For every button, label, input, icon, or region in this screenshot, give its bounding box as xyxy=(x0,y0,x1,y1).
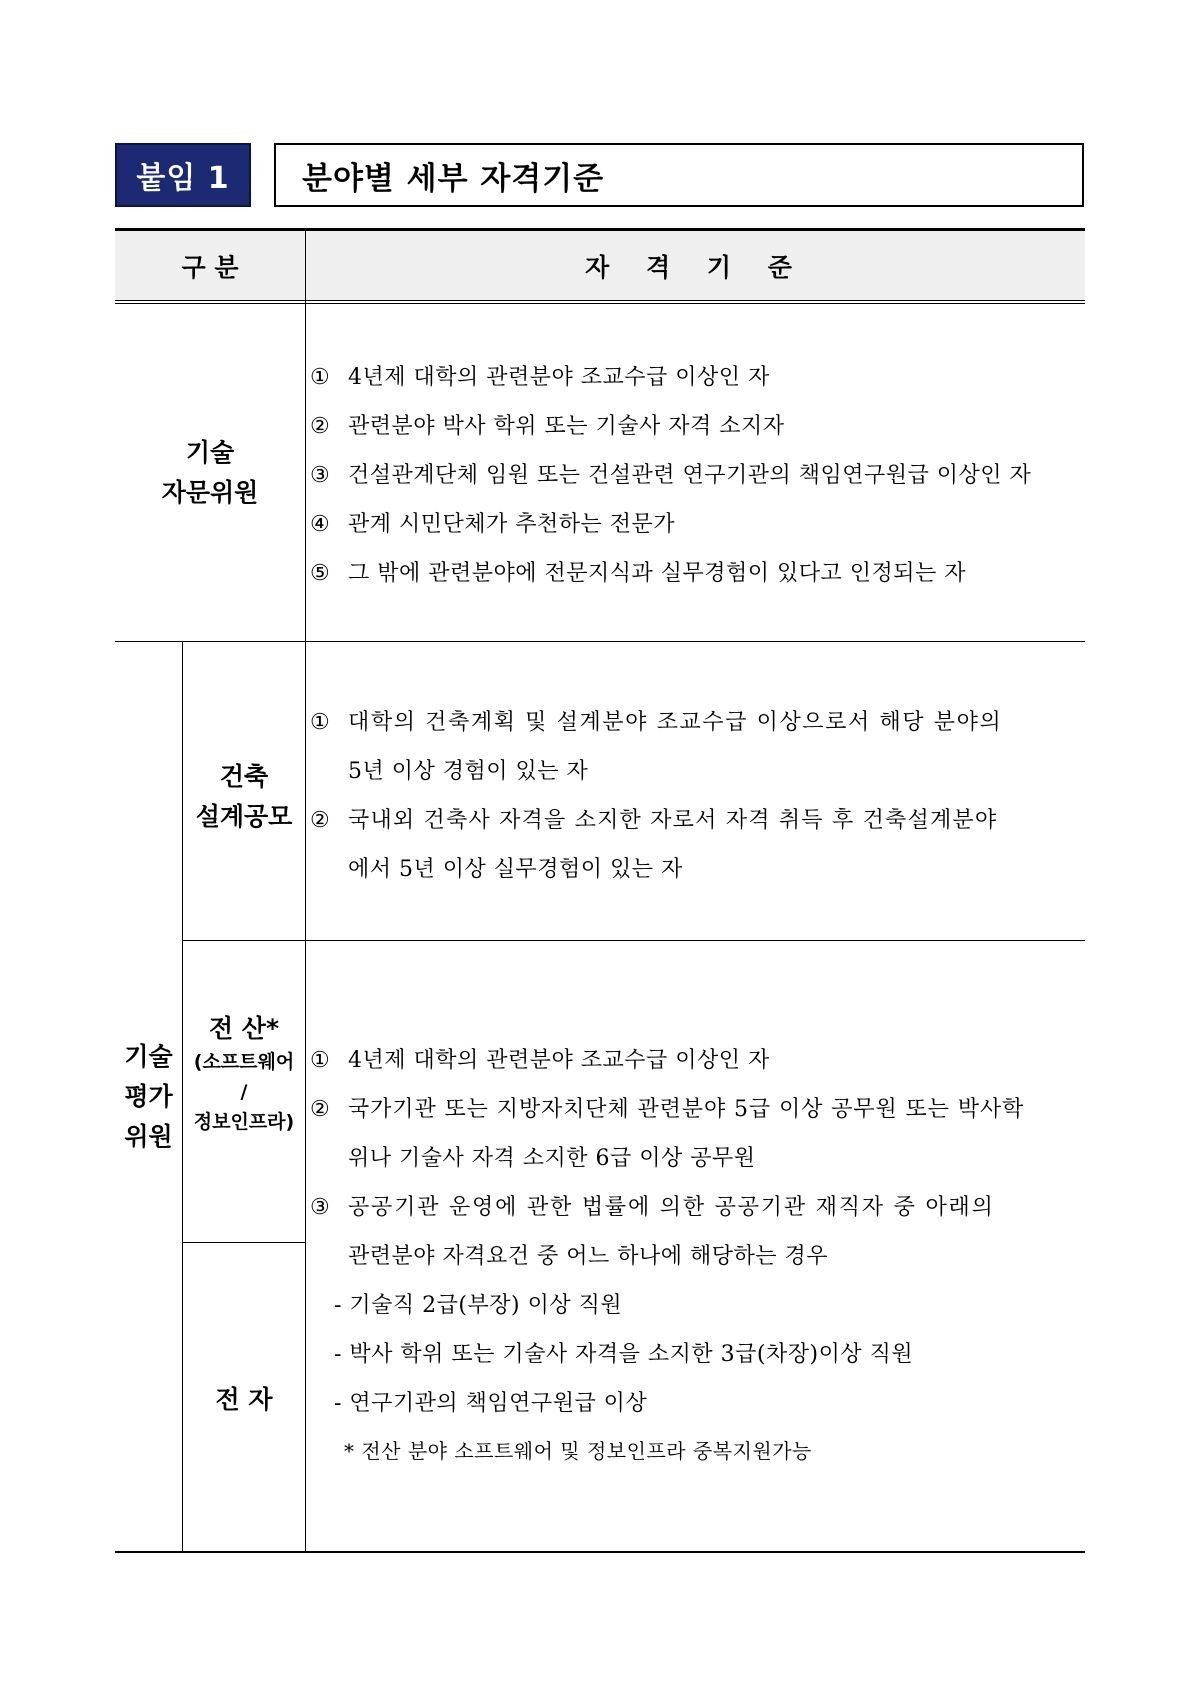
architecture-category xyxy=(183,752,305,842)
list-item xyxy=(310,458,1031,489)
header-criteria xyxy=(306,230,1085,301)
row-divider-computing xyxy=(182,1242,306,1243)
item-number: ③ xyxy=(310,1195,331,1220)
item-text: 관계 시민단체가 추천하는 전문가 xyxy=(348,512,676,537)
electronics-label: 전 자 xyxy=(215,1385,273,1414)
computing-label-line1: 전 산* xyxy=(208,1014,280,1043)
computing-label-line2: (소프트웨어 xyxy=(193,1051,295,1073)
evaluation-label-line1: 기술 xyxy=(124,1042,173,1071)
header-category-label: 구 분 xyxy=(181,252,239,282)
advisory-label-line1: 기술 xyxy=(185,437,235,467)
row-divider-advisory xyxy=(115,641,1085,642)
item-text: 관련분야 박사 학위 또는 기술사 자격 소지자 xyxy=(348,414,785,439)
item-number: ② xyxy=(310,1097,331,1122)
sub-list-item: - 기술직 2급(부장) 이상 직원 xyxy=(334,1293,623,1318)
list-item xyxy=(310,1043,770,1074)
list-item xyxy=(310,1092,1024,1123)
list-item xyxy=(310,409,785,440)
item-text: 4년제 대학의 관련분야 조교수급 이상인 자 xyxy=(348,1048,770,1073)
item-number: ② xyxy=(310,808,331,833)
evaluation-label-line2: 평가 xyxy=(124,1082,173,1111)
item-number: ① xyxy=(310,365,331,390)
list-item-continuation: 관련분야 자격요건 중 어느 하나에 해당하는 경우 xyxy=(348,1244,829,1269)
advisory-label-line2: 자문위원 xyxy=(161,477,259,507)
electronics-category xyxy=(183,1375,305,1425)
item-number: ⑤ xyxy=(310,561,331,586)
item-number: ② xyxy=(310,414,331,439)
header-category xyxy=(115,230,305,301)
architecture-label-line2: 설계공모 xyxy=(195,802,293,831)
item-text: 대학의 건축계획 및 설계분야 조교수급 이상으로서 해당 분야의 xyxy=(348,710,1003,735)
sub-list-item: - 박사 학위 또는 기술사 자격을 소지한 3급(차장)이상 직원 xyxy=(334,1342,914,1367)
computing-label-line4: 정보인프라) xyxy=(193,1111,295,1133)
advisory-category xyxy=(115,304,305,641)
attachment-badge xyxy=(115,143,251,207)
attachment-badge-label: 붙임 1 xyxy=(136,161,230,196)
list-item-continuation: 5년 이상 경험이 있는 자 xyxy=(348,759,589,784)
list-item-continuation: 에서 5년 이상 실무경험이 있는 자 xyxy=(348,857,683,882)
list-item xyxy=(310,507,675,538)
item-text: 그 밖에 관련분야에 전문지식과 실무경험이 있다고 인정되는 자 xyxy=(348,561,967,586)
row-divider-architecture xyxy=(182,940,1085,941)
list-item xyxy=(310,803,997,834)
evaluation-category xyxy=(115,1022,182,1172)
footnote: * 전산 분야 소프트웨어 및 정보인프라 중복지원가능 xyxy=(344,1439,812,1463)
computing-label-line3: / xyxy=(240,1081,248,1103)
item-text: 건설관계단체 임원 또는 건설관련 연구기관의 책임연구원급 이상인 자 xyxy=(348,463,1032,488)
evaluation-label-line3: 위원 xyxy=(124,1122,173,1151)
item-number: ④ xyxy=(310,512,331,537)
table-bottom-border xyxy=(115,1551,1085,1553)
item-number: ③ xyxy=(310,463,331,488)
list-item xyxy=(310,705,1002,736)
item-number: ① xyxy=(310,1048,331,1073)
architecture-label-line1: 건축 xyxy=(219,762,269,791)
list-item xyxy=(310,1190,995,1221)
list-item-continuation: 위나 기술사 자격 소지한 6급 이상 공무원 xyxy=(348,1146,756,1171)
header-criteria-label: 자 격 기 준 xyxy=(585,252,806,282)
item-text: 공공기관 운영에 관한 법률에 의한 공공기관 재직자 중 아래의 xyxy=(348,1195,995,1220)
sub-list-item: - 연구기관의 책임연구원급 이상 xyxy=(334,1391,648,1416)
page-title: 분야별 세부 자격기준 xyxy=(302,160,605,197)
computing-category xyxy=(183,1004,305,1144)
title-box xyxy=(274,143,1084,207)
item-number: ① xyxy=(310,710,331,735)
item-text: 국가기관 또는 지방자치단체 관련분야 5급 이상 공무원 또는 박사학 xyxy=(348,1097,1025,1122)
list-item xyxy=(310,556,966,587)
list-item xyxy=(310,360,770,391)
item-text: 국내외 건축사 자격을 소지한 자로서 자격 취득 후 건축설계분야 xyxy=(348,808,998,833)
item-text: 4년제 대학의 관련분야 조교수급 이상인 자 xyxy=(348,365,770,390)
column-divider-main xyxy=(305,228,306,1553)
